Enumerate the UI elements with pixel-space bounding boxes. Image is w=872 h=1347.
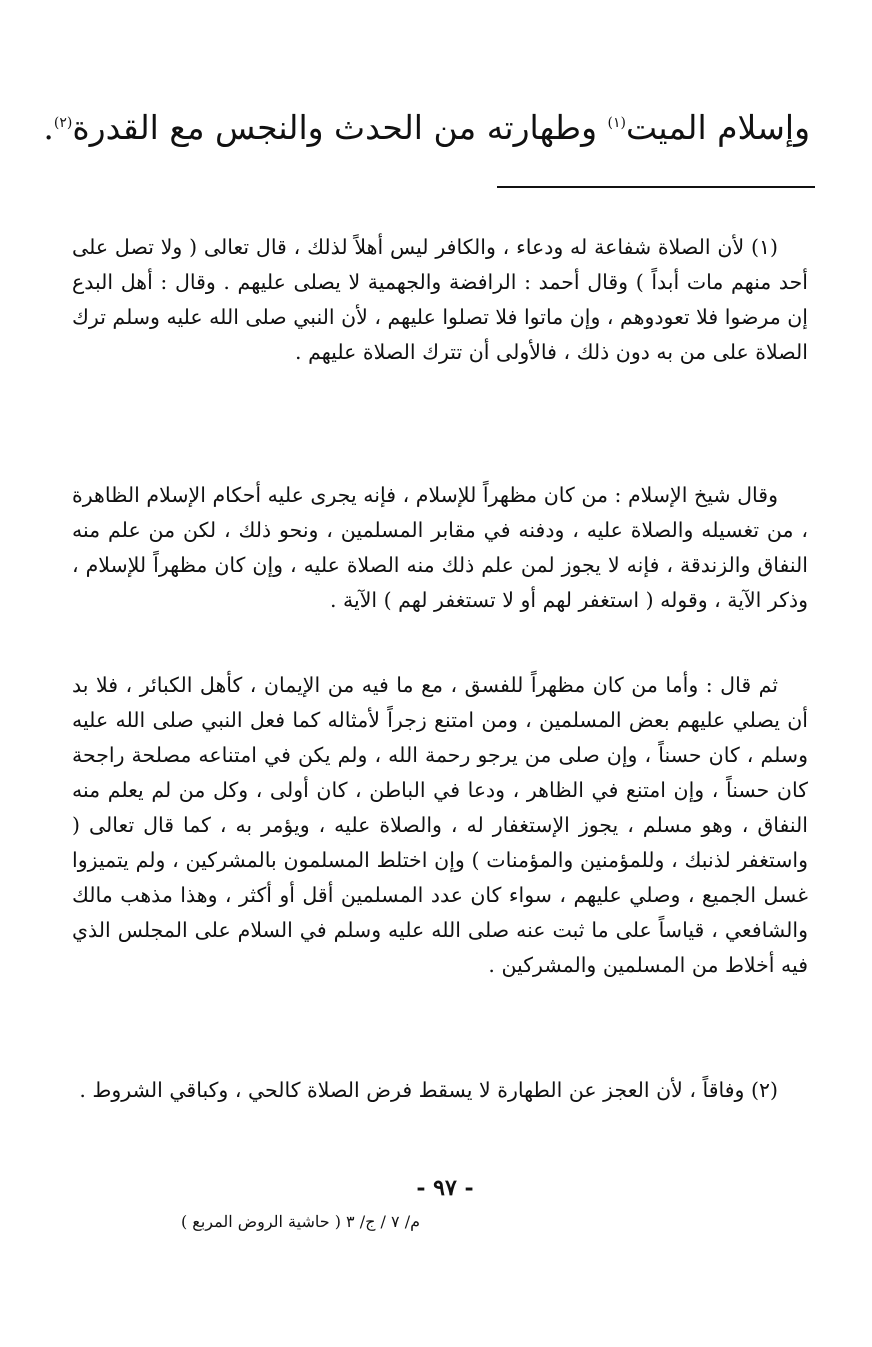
footnote-1-block bbox=[72, 230, 808, 370]
main-text-line bbox=[43, 102, 810, 154]
footnote-1-paragraph-1: (١) لأن الصلاة شفاعة له ودعاء ، والكافر ليس أهلاً لذلك ، قال تعالى ( ولا تصل على أحد منهم مات أبداً ) وقال أحمد : الرافضة والجهمية لا يصلى عليهم . وقال : أهل البدع إن مرضوا فلا تعودوهم ، وإن ماتوا فلا تصلوا عليهم ، لأن النبي صلى الله عليه وسلم ترك الصلاة على من به دون ذلك ، فالأولى أن تترك الصلاة عليهم . bbox=[72, 235, 808, 364]
footnote-ref-2: (٢) bbox=[53, 115, 73, 131]
footnote-2-paragraph: (٢) وفاقاً ، لأن العجز عن الطهارة لا يسقط فرض الصلاة كالحي ، وكباقي الشروط . bbox=[79, 1078, 778, 1102]
footnote-separator bbox=[497, 186, 815, 188]
footnote-1-block-3 bbox=[72, 668, 808, 983]
page-number: - ٩٧ - bbox=[416, 1175, 474, 1201]
printer-signature: م/ ٧ / ج/ ٣ ( حاشية الروض المربع ) bbox=[180, 1212, 420, 1231]
footnote-ref-1: (١) bbox=[607, 115, 626, 131]
footnote-2-block bbox=[72, 1073, 808, 1108]
footnote-1-paragraph-2: وقال شيخ الإسلام : من كان مظهراً للإسلام ، فإنه يجرى عليه أحكام الإسلام الظاهرة ، من تغسيله والصلاة عليه ، ودفنه في مقابر المسلمين ، ونحو ذلك ، لكن من علم منه النفاق والزندقة ، فإنه لا يجوز لمن علم ذلك منه الصلاة عليه ، وإن كان مظهراً للإسلام ، وذكر الآية ، وقوله ( استغفر لهم أو لا تستغفر لهم ) الآية . bbox=[72, 483, 808, 612]
footnote-1-paragraph-3: ثم قال : وأما من كان مظهراً للفسق ، مع ما فيه من الإيمان ، كأهل الكبائر ، فلا بد أن يصلي عليهم بعض المسلمين ، ومن امتنع زجراً لأمثاله كما فعل النبي صلى الله عليه وسلم ، كان حسناً ، وإن صلى من يرجو رحمة الله ، ولم يكن في امتناعه مصلحة راجحة كان حسناً ، وإن امتنع في الظاهر ، ودعا في الباطن ، كان أولى ، وكل من لم يعلم منه النفاق ، وهو مسلم ، يجوز الإستغفار له ، والصلاة عليه ، ويؤمر به ، كما قال تعالى ( واستغفر لذنبك ، وللمؤمنين والمؤمنات ) وإن اختلط المسلمون بالمشركين ، ولم يتميزوا غسل الجميع ، وصلي عليهم ، سواء كان عدد المسلمين أقل أو أكثر ، وهذا مذهب مالك والشافعي ، قياساً على ما ثبت عنه صلى الله عليه وسلم في السلام على المجلس الذي فيه أخلاط من المسلمين والمشركين . bbox=[72, 673, 808, 977]
main-text-part3: . bbox=[43, 108, 54, 147]
main-text-part2: وطهارته من الحدث والنجس مع القدرة bbox=[72, 108, 608, 147]
main-text-part1: وإسلام الميت bbox=[625, 108, 810, 147]
footnote-1-block-2 bbox=[72, 478, 808, 618]
